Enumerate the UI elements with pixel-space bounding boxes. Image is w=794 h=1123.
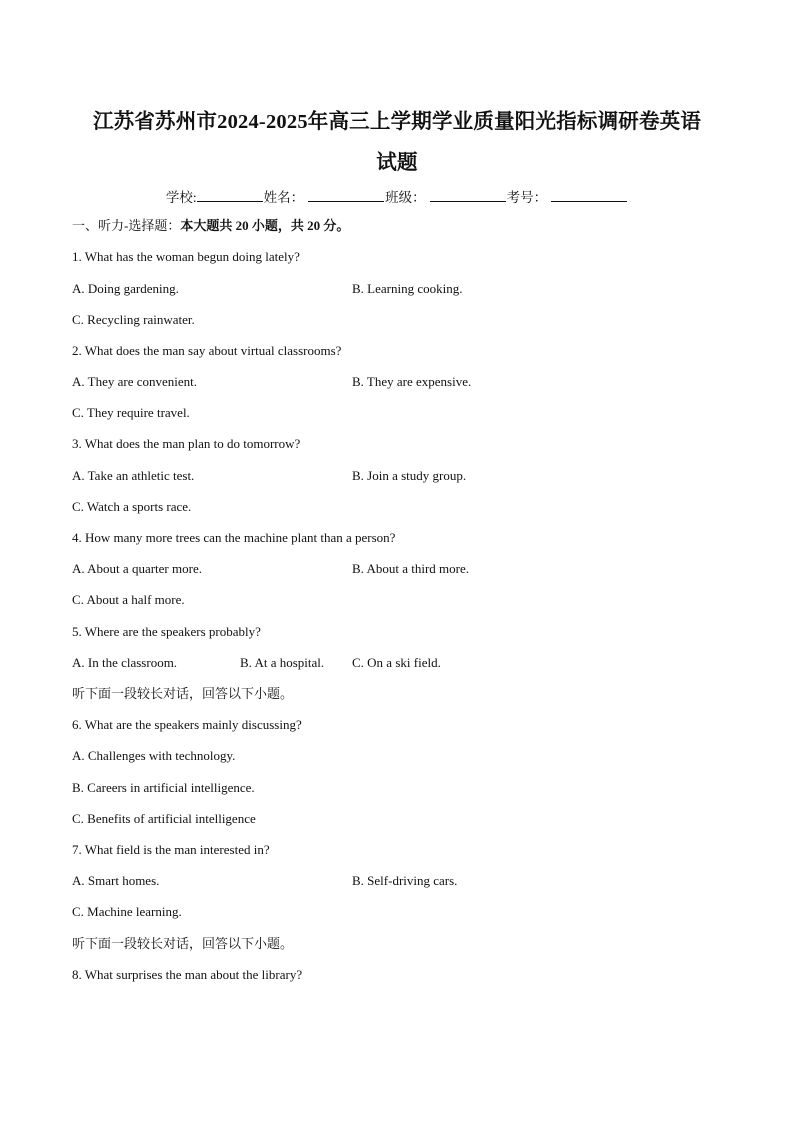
listening-instruction: 听下面一段较长对话，回答以下小题。 (72, 686, 294, 701)
q6-option-b: B. Careers in artificial intelligence. (72, 780, 255, 795)
question-3: 3. What does the man plan to do tomorrow? (72, 436, 301, 451)
school-label: 学校: (165, 190, 197, 205)
q7-option-c: C. Machine learning. (72, 904, 182, 919)
question-5: 5. Where are the speakers probably? (72, 624, 261, 639)
question-8: 8. What surprises the man about the library? (72, 967, 303, 982)
question-2: 2. What does the man say about virtual classrooms? (72, 343, 342, 358)
section-heading (72, 218, 349, 234)
name-label: 姓名： (263, 190, 305, 205)
question-1: 1. What has the woman begun doing lately? (72, 249, 300, 264)
student-info-line (40, 186, 754, 206)
q6-option-a: A. Challenges with technology. (72, 748, 236, 763)
q7-option-b: B. Self-driving cars. (352, 873, 458, 888)
q3-option-a: A. Take an athletic test. (72, 468, 195, 483)
q2-option-c: C. They require travel. (72, 405, 190, 420)
section-heading-bold: 本大题共 20 小题，共 20 分。 (180, 218, 350, 233)
q4-option-b: B. About a third more. (352, 561, 469, 576)
q5-option-b: B. At a hospital. (240, 655, 325, 670)
question-4: 4. How many more trees can the machine plant than a person? (72, 530, 396, 545)
q7-option-a: A. Smart homes. (72, 873, 160, 888)
q5-option-a: A. In the classroom. (72, 655, 178, 670)
listening-instruction: 听下面一段较长对话，回答以下小题。 (72, 936, 294, 951)
q3-option-c: C. Watch a sports race. (72, 499, 192, 514)
exam-number-blank[interactable] (551, 188, 627, 202)
class-blank[interactable] (430, 188, 506, 202)
page-title: 江苏省苏州市2024-2025年高三上学期学业质量阳光指标调研卷英语 (92, 111, 702, 133)
q2-option-a: A. They are convenient. (72, 374, 198, 389)
section-heading-prefix: 一、听力-选择题： (72, 218, 181, 233)
q1-option-c: C. Recycling rainwater. (72, 312, 195, 327)
question-6: 6. What are the speakers mainly discussing? (72, 717, 302, 732)
class-label: 班级： (385, 190, 426, 205)
school-blank[interactable] (197, 188, 263, 202)
q4-option-a: A. About a quarter more. (72, 561, 202, 576)
exam-number-label: 考号： (506, 190, 548, 205)
q1-option-a: A. Doing gardening. (72, 281, 179, 296)
q4-option-c: C. About a half more. (72, 592, 185, 607)
q6-option-c: C. Benefits of artificial intelligence (72, 811, 256, 826)
name-blank[interactable] (308, 188, 384, 202)
q3-option-b: B. Join a study group. (352, 468, 467, 483)
question-7: 7. What field is the man interested in? (72, 842, 270, 857)
q1-option-b: B. Learning cooking. (352, 281, 463, 296)
q2-option-b: B. They are expensive. (352, 374, 472, 389)
page-title-continued: 试题 (376, 152, 418, 174)
q5-option-c: C. On a ski field. (352, 655, 441, 670)
